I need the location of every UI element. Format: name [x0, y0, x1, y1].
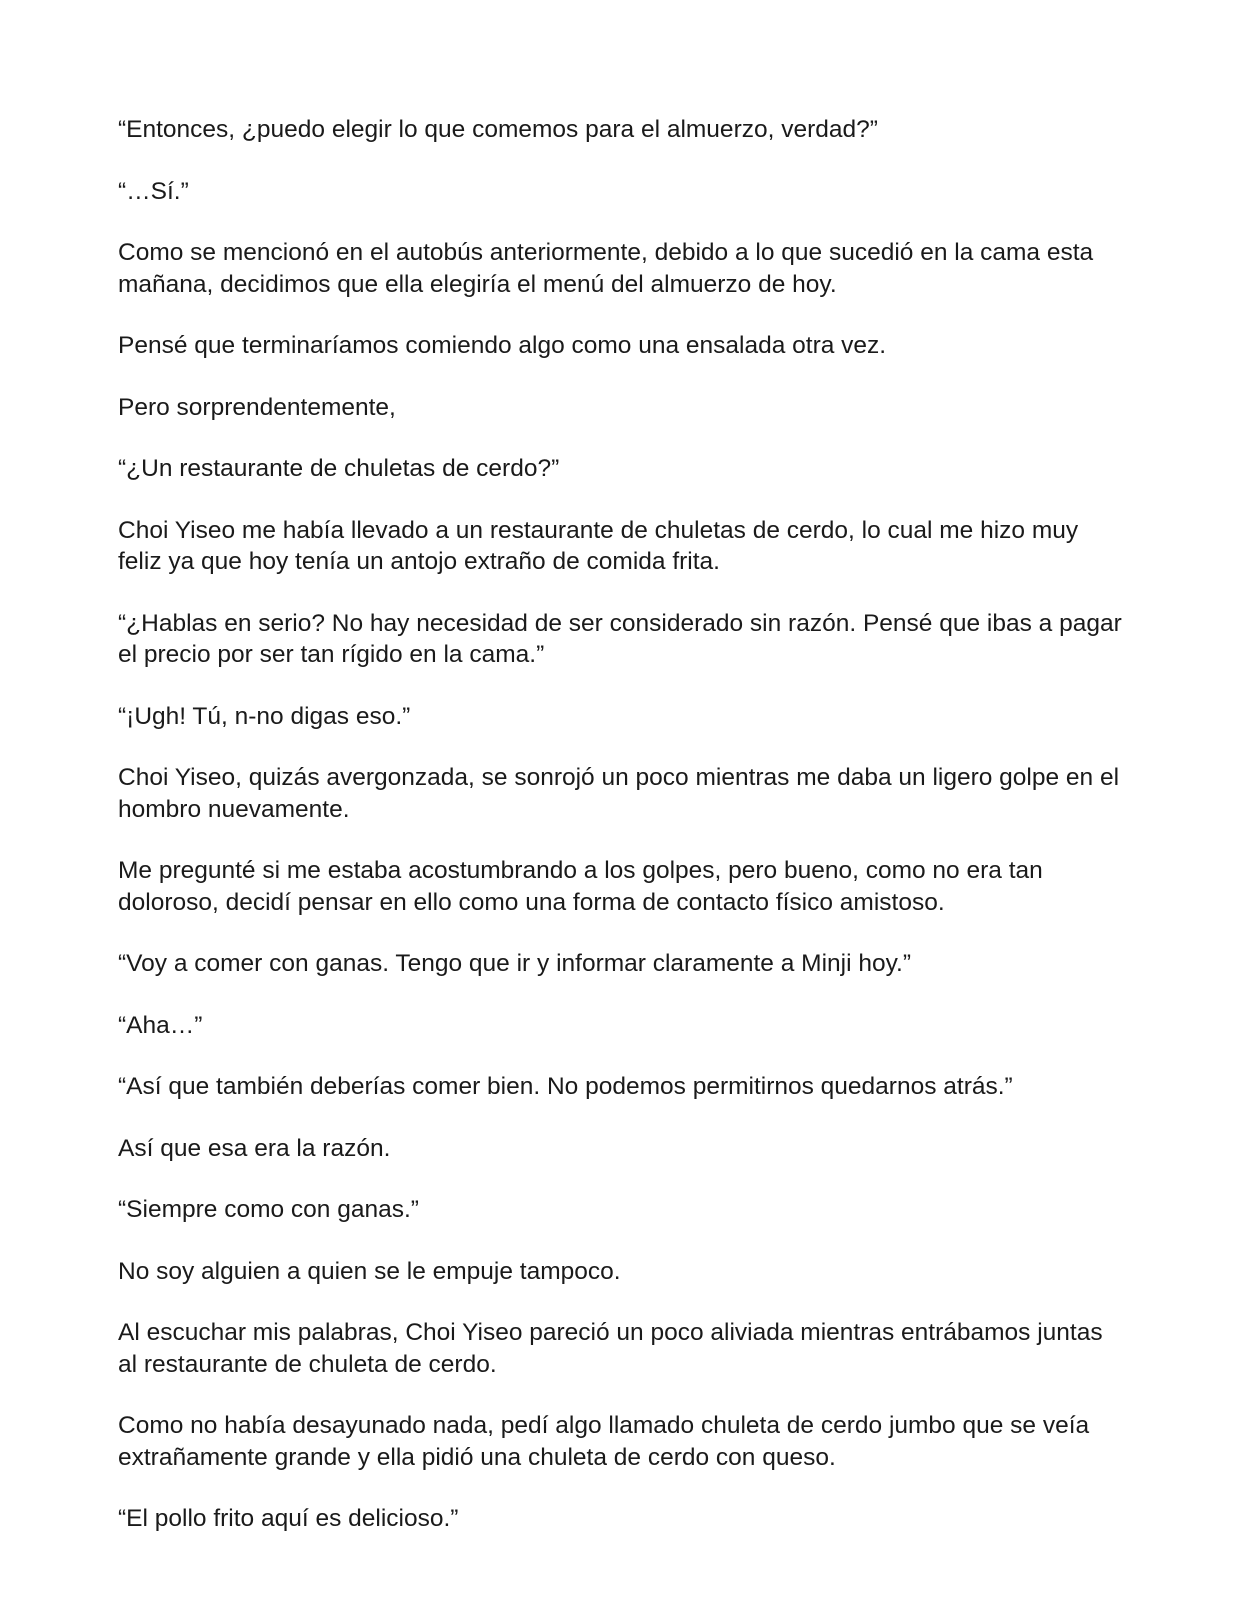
paragraph: Choi Yiseo me había llevado a un restaurante de chuletas de cerdo, lo cual me hizo muy feliz ya que hoy tenía un antojo extraño de comida frita. — [118, 516, 1079, 575]
paragraph: Pero sorprendentemente, — [118, 393, 396, 421]
paragraph: No soy alguien a quien se le empuje tampoco. — [118, 1257, 621, 1285]
paragraph: “¿Un restaurante de chuletas de cerdo?” — [118, 455, 560, 482]
paragraph: Como se mencionó en el autobús anteriormente, debido a lo que sucedió en la cama esta mañana, decidimos que ella elegiría el menú del almuerzo de hoy. — [118, 239, 1094, 298]
paragraph: Choi Yiseo, quizás avergonzada, se sonrojó un poco mientras me daba un ligero golpe en el hombro nuevamente. — [118, 764, 1120, 823]
paragraph: “El pollo frito aquí es delicioso.” — [118, 1505, 459, 1532]
paragraph: “Así que también deberías comer bien. No podemos permitirnos quedarnos atrás.” — [118, 1073, 1013, 1100]
paragraph: “Entonces, ¿puedo elegir lo que comemos para el almuerzo, verdad?” — [118, 116, 878, 143]
paragraph: Como no había desayunado nada, pedí algo llamado chuleta de cerdo jumbo que se veía extrañamente grande y ella pidió una chuleta de cerdo con queso. — [118, 1412, 1090, 1471]
paragraph: “Voy a comer con ganas. Tengo que ir y informar claramente a Minji hoy.” — [118, 950, 911, 977]
paragraph: “Siempre como con ganas.” — [118, 1196, 419, 1223]
paragraph: “…Sí.” — [118, 177, 189, 205]
paragraph: Así que esa era la razón. — [118, 1134, 391, 1162]
paragraph: “¡Ugh! Tú, n-no digas eso.” — [118, 702, 411, 730]
paragraph: Al escuchar mis palabras, Choi Yiseo pareció un poco aliviada mientras entrábamos juntas al restaurante de chuleta de cerdo. — [118, 1319, 1103, 1378]
paragraph: Me pregunté si me estaba acostumbrando a los golpes, pero bueno, como no era tan doloroso, decidí pensar en ello como una forma de contacto físico amistoso. — [118, 857, 1043, 916]
paragraph: “¿Hablas en serio? No hay necesidad de ser considerado sin razón. Pensé que ibas a pagar el precio por ser tan rígido en la cama.” — [118, 609, 1122, 668]
paragraph: Pensé que terminaríamos comiendo algo como una ensalada otra vez. — [118, 332, 887, 359]
paragraph: “Aha…” — [118, 1011, 203, 1039]
document-body — [118, 114, 1128, 1565]
